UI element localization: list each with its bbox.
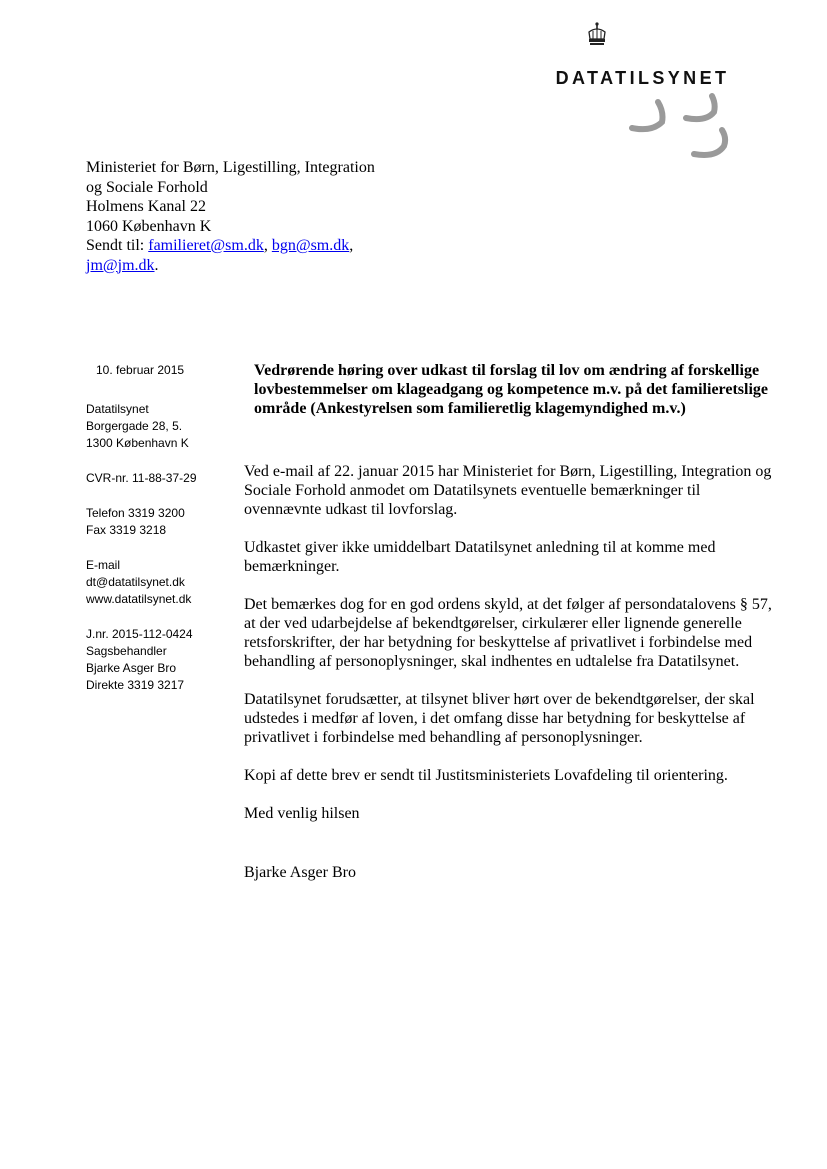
datatilsynet-logo <box>520 18 760 168</box>
letter-body <box>244 462 774 901</box>
recipient-line: Ministeriet for Børn, Ligestilling, Integration <box>86 159 375 176</box>
phone-block <box>86 505 236 539</box>
datatilsynet-marks-icon <box>628 92 738 162</box>
address-line: Borgergade 28, 5. <box>86 419 183 433</box>
recipient-line: Holmens Kanal 22 <box>86 198 206 215</box>
sent-to-label: Sendt til: <box>86 237 145 254</box>
cvr-number: CVR-nr. 11-88-37-29 <box>86 471 197 485</box>
address-line: Datatilsynet <box>86 402 149 416</box>
recipient-address <box>86 158 466 275</box>
case-handler-name: Bjarke Asger Bro <box>86 661 177 675</box>
crown-icon <box>585 22 609 48</box>
case-handler-label: Sagsbehandler <box>86 644 167 658</box>
sender-email[interactable]: dt@datatilsynet.dk <box>86 575 185 589</box>
letter-date: 10. februar 2015 <box>96 363 185 377</box>
phone-line: Telefon 3319 3200 <box>86 506 185 520</box>
email-link[interactable]: jm@jm.dk <box>86 256 155 274</box>
sender-website[interactable]: www.datatilsynet.dk <box>86 592 192 606</box>
email-link[interactable]: bgn@sm.dk <box>271 237 350 254</box>
recipient-line: 1060 København K <box>86 217 212 235</box>
case-handler-phone: Direkte 3319 3217 <box>86 678 185 692</box>
body-paragraph: Datatilsynet forudsætter, at tilsynet bliver hørt over de bekendtgørelser, der skal udstedes i medfør af loven, i det omfang disse har betydning for beskyttelse af privatlivet i forbindelse med behandling af personoplysninger. <box>244 691 755 746</box>
body-paragraph: Ved e-mail af 22. januar 2015 har Ministeriet for Børn, Ligestilling, Integration og Sociale Forhold anmodet om Datatilsynets eventuelle bemærkninger til ovennævnte udkast til lovforslag. <box>244 463 772 518</box>
closing-salutation: Med venlig hilsen <box>244 805 360 822</box>
email-label: E-mail <box>86 558 121 572</box>
sender-sidebar <box>86 362 236 712</box>
case-block <box>86 626 236 694</box>
sender-address <box>86 401 236 452</box>
address-line: 1300 København K <box>86 436 189 450</box>
signature-name: Bjarke Asger Bro <box>244 864 356 881</box>
contact-block <box>86 557 236 608</box>
letter-subject: Vedrørende høring over udkast til forslag til lov om ændring af forskellige lovbestemmelser om klageadgang og kompetence m.v. på det familieretslige område (Ankestyrelsen som familieretlig klagemyndighed m.v.) <box>254 362 768 417</box>
organization-name: DATATILSYNET <box>555 68 730 88</box>
recipient-line: og Sociale Forhold <box>86 178 208 196</box>
sent-to-line: Sendt til: familieret@sm.dk, bgn@sm.dk, <box>86 237 354 254</box>
fax-line: Fax 3319 3218 <box>86 523 167 537</box>
body-paragraph: Kopi af dette brev er sendt til Justitsministeriets Lovafdeling til orientering. <box>244 767 728 784</box>
email-link[interactable]: familieret@sm.dk <box>148 237 264 254</box>
case-number: J.nr. 2015-112-0424 <box>86 627 193 641</box>
sent-to-line: jm@jm.dk. <box>86 256 159 274</box>
body-paragraph: Udkastet giver ikke umiddelbart Datatilsynet anledning til at komme med bemærkninger. <box>244 539 716 575</box>
body-paragraph: Det bemærkes dog for en god ordens skyld, at det følger af persondatalovens § 57, at der ved udarbejdelse af bekendtgørelser, cirkulærer eller lignende generelle retsforskrifter, der har betydning for beskyttelse af privatlivet i forbindelse med behandling af personoplysninger, skal indhentes en udtalelse fra Datatilsynet. <box>244 596 772 670</box>
